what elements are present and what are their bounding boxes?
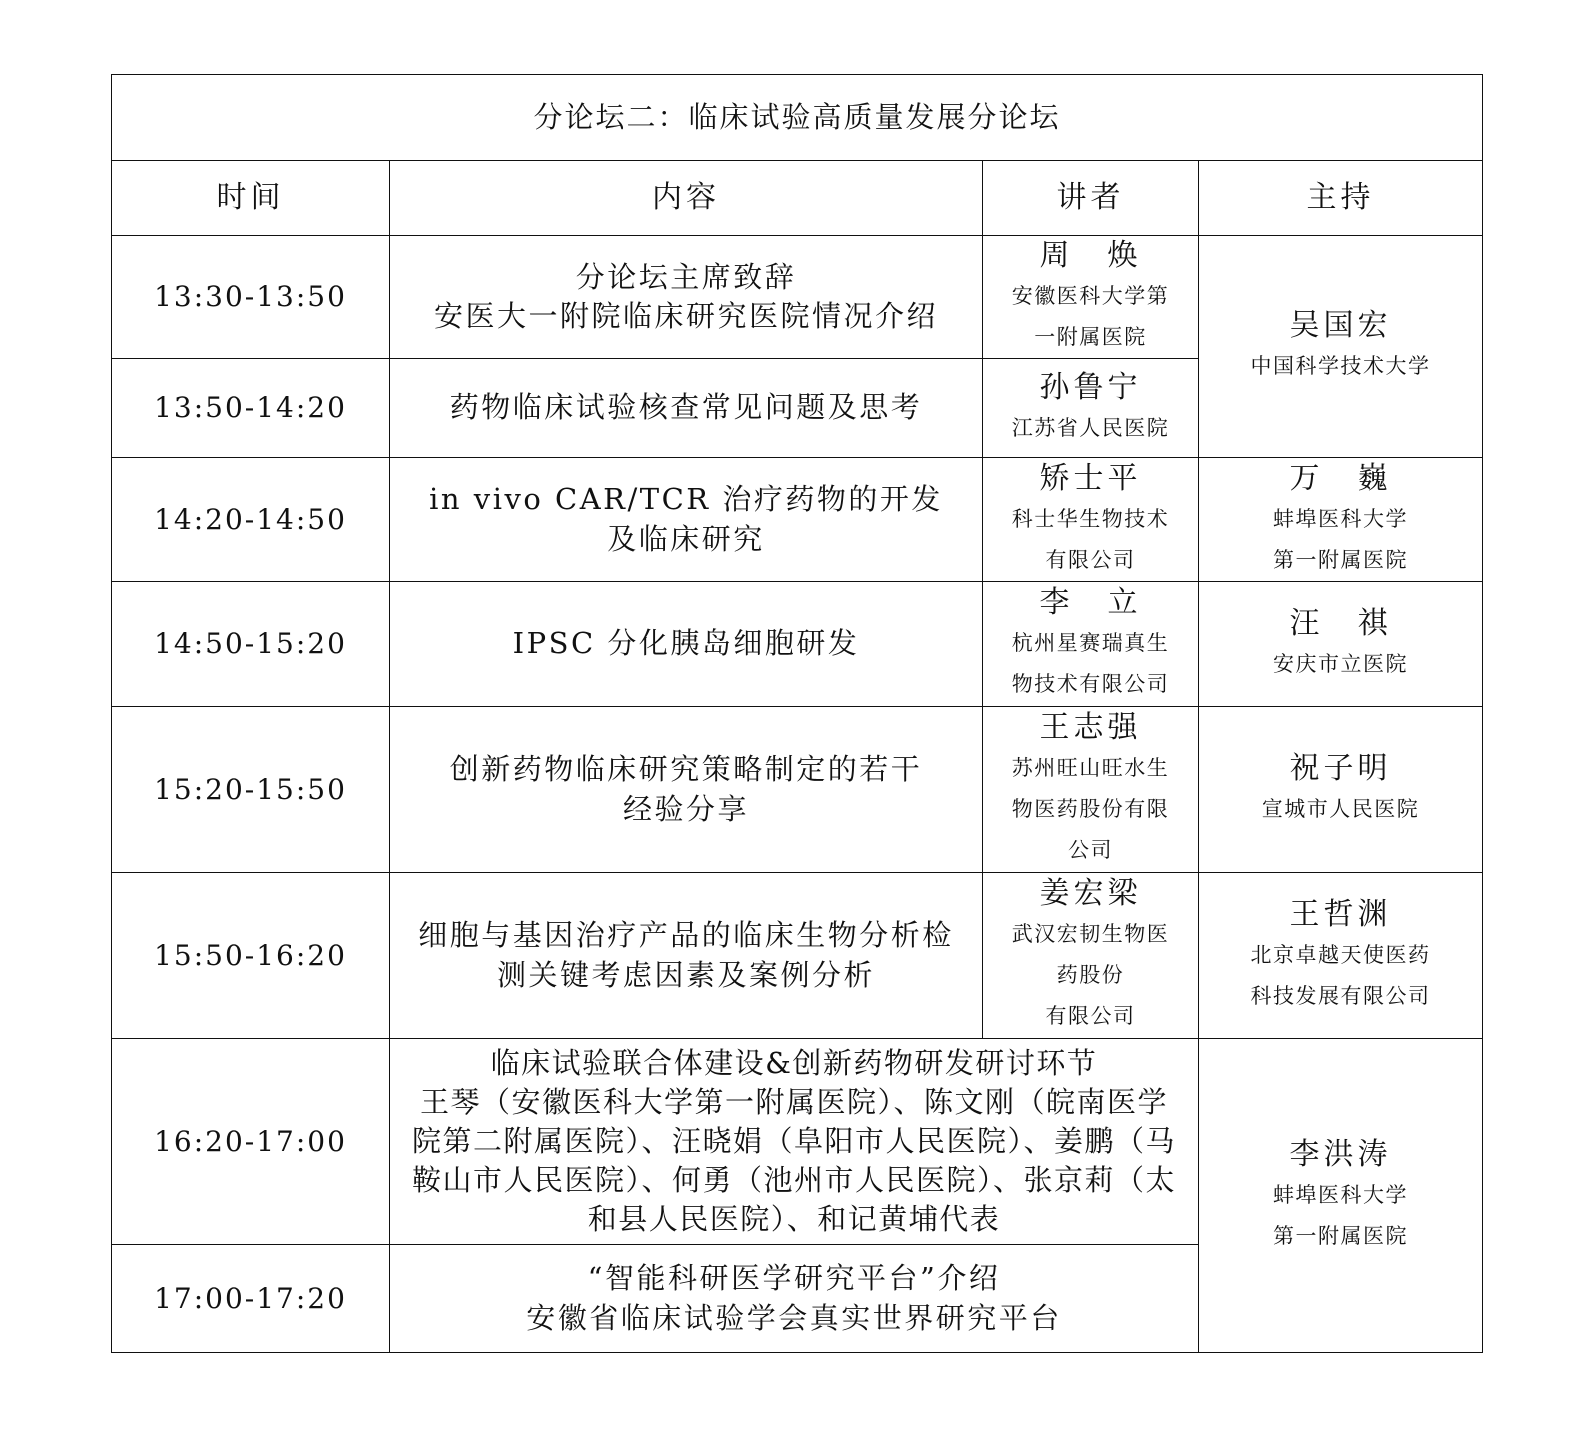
host-name: 王哲渊 (1289, 896, 1392, 932)
table-row (112, 707, 1483, 873)
speaker-org: 武汉宏韧生物医 (1011, 922, 1170, 946)
content-line: 安医大一附院临床研究医院情况介绍 (433, 299, 938, 333)
speaker-name: 李 立 (1039, 585, 1142, 620)
host-org: 安庆市立医院 (1273, 651, 1408, 676)
table-row (112, 236, 1483, 359)
host-org: 宣城市人民医院 (1261, 797, 1420, 821)
host-name: 吴国宏 (1289, 308, 1392, 343)
header-content: 内容 (390, 161, 983, 236)
content-line: 和县人民医院）、和记黄埔代表 (587, 1202, 1001, 1237)
table-row (112, 458, 1483, 582)
session-time: 13:30-13:50 (112, 236, 390, 359)
session-content (390, 1039, 1199, 1245)
host-org: 第一附属医院 (1273, 1223, 1408, 1248)
table-row (112, 1039, 1483, 1245)
agenda-table (111, 74, 1483, 1353)
content-line: 经验分享 (622, 791, 749, 826)
header-speaker: 讲者 (983, 161, 1199, 236)
speaker-org: 物技术有限公司 (1011, 672, 1170, 696)
session-content (390, 1245, 1199, 1353)
content-line: in vivo CAR/TCR 治疗药物的开发 (429, 482, 943, 517)
speaker-name: 矫士平 (1039, 460, 1142, 496)
speaker-name: 周 焕 (1039, 238, 1142, 273)
speaker-org: 一附属医院 (1034, 325, 1147, 349)
host-name: 万 巍 (1289, 460, 1392, 496)
host-cell (1199, 582, 1483, 707)
session-content (390, 707, 983, 873)
speaker-cell (983, 873, 1199, 1039)
host-name: 祝子明 (1289, 751, 1392, 786)
content-line: 测关键考虑因素及案例分析 (496, 957, 875, 992)
host-cell (1199, 1039, 1483, 1353)
speaker-org: 有限公司 (1045, 1004, 1136, 1028)
table-title: 分论坛二：临床试验高质量发展分论坛 (112, 75, 1483, 161)
speaker-org: 物医药股份有限 (1011, 797, 1170, 821)
content-line: “智能科研医学研究平台”介绍 (587, 1261, 1001, 1296)
table-row (112, 582, 1483, 707)
speaker-org: 苏州旺山旺水生 (1011, 756, 1170, 780)
host-cell (1199, 707, 1483, 873)
speaker-cell (983, 707, 1199, 873)
host-cell (1199, 236, 1483, 458)
content-line: 安徽省临床试验学会真实世界研究平台 (526, 1300, 1062, 1335)
host-org: 第一附属医院 (1273, 547, 1408, 572)
session-content (390, 458, 983, 582)
content-line: IPSC 分化胰岛细胞研发 (512, 626, 860, 661)
speaker-org: 江苏省人民医院 (1011, 415, 1170, 440)
content-line: 及临床研究 (607, 521, 765, 556)
session-content (390, 359, 983, 458)
speaker-cell (983, 359, 1199, 458)
host-cell (1199, 873, 1483, 1039)
speaker-org: 安徽医科大学第 (1011, 284, 1170, 308)
speaker-cell (983, 458, 1199, 582)
header-time: 时间 (112, 161, 390, 236)
content-line: 临床试验联合体建设&创新药物研发研讨环节 (490, 1045, 1098, 1080)
host-org: 蚌埠医科大学 (1273, 506, 1408, 531)
session-content (390, 873, 983, 1039)
host-name: 李洪涛 (1289, 1136, 1392, 1172)
speaker-org: 药股份 (1056, 963, 1125, 987)
table-row (112, 873, 1483, 1039)
host-name: 汪 祺 (1289, 605, 1392, 641)
speaker-org: 杭州星赛瑞真生 (1011, 631, 1170, 655)
content-line: 创新药物临床研究策略制定的若干 (449, 752, 923, 787)
session-time: 15:50-16:20 (112, 873, 390, 1039)
header-host: 主持 (1199, 161, 1483, 236)
speaker-name: 王志强 (1039, 710, 1142, 745)
content-line: 王琴（安徽医科大学第一附属医院）、陈文刚（皖南医学 (419, 1084, 1168, 1119)
content-line: 分论坛主席致辞 (575, 259, 797, 294)
session-time: 14:20-14:50 (112, 458, 390, 582)
speaker-org: 公司 (1068, 838, 1113, 862)
speaker-name: 姜宏梁 (1039, 876, 1142, 911)
session-time: 17:00-17:20 (112, 1245, 390, 1353)
content-line: 院第二附属医院）、汪晓娟（阜阳市人民医院）、姜鹏（马 (411, 1123, 1176, 1158)
speaker-org: 科士华生物技术 (1011, 506, 1170, 531)
host-cell (1199, 458, 1483, 582)
content-line: 鞍山市人民医院）、何勇（池州市人民医院）、张京莉（太 (411, 1163, 1176, 1198)
content-line: 细胞与基因治疗产品的临床生物分析检 (418, 918, 954, 953)
speaker-cell (983, 582, 1199, 707)
session-time: 13:50-14:20 (112, 359, 390, 458)
session-content (390, 582, 983, 707)
session-time: 15:20-15:50 (112, 707, 390, 873)
speaker-cell (983, 236, 1199, 359)
host-org: 北京卓越天使医药 (1250, 942, 1431, 967)
session-time: 14:50-15:20 (112, 582, 390, 707)
speaker-name: 孙鲁宁 (1039, 369, 1142, 405)
content-line: 药物临床试验核查常见问题及思考 (449, 390, 923, 425)
host-org: 科技发展有限公司 (1250, 983, 1431, 1008)
host-org: 蚌埠医科大学 (1273, 1182, 1408, 1207)
host-org: 中国科学技术大学 (1250, 354, 1431, 378)
session-time: 16:20-17:00 (112, 1039, 390, 1245)
speaker-org: 有限公司 (1045, 547, 1136, 572)
session-content (390, 236, 983, 359)
